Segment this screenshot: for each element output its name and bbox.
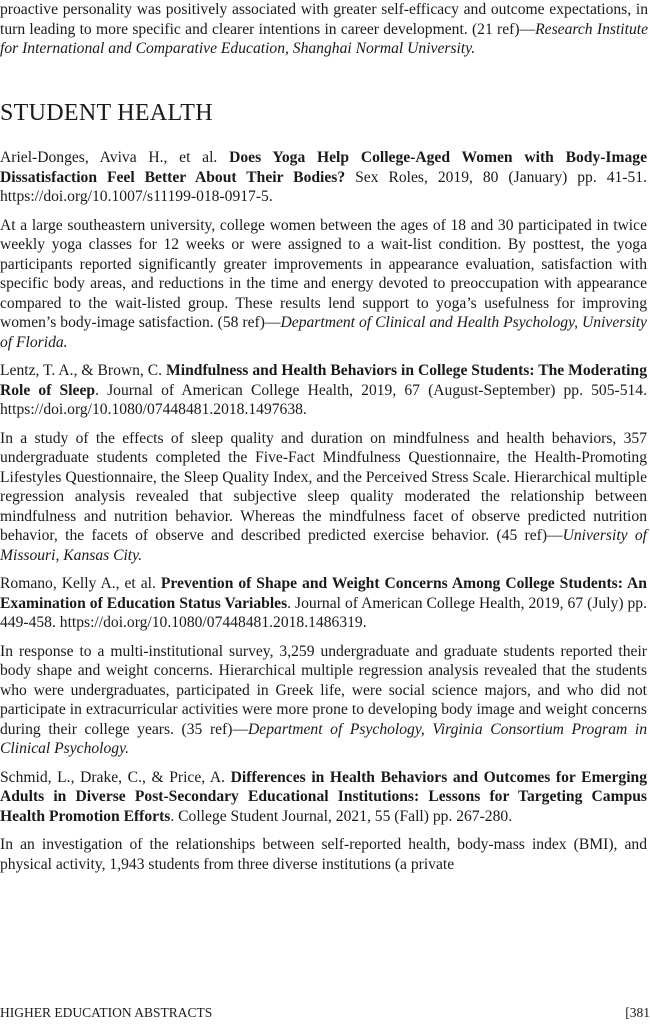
abstract-text: In response to a multi-institutional survey, 3,259 undergraduate and graduate students reported their body shape and weight concerns. Hierarchical multiple regression analysis revealed that the students who were undergraduates, participated in Greek life, were social science majors, and who did not participate in extracurricular activities were more prone to developing body image and weight concerns during their college years. (35 ref)— xyxy=(0,642,647,738)
entry xyxy=(0,361,648,565)
abstract-text: In a study of the effects of sleep quality and duration on mindfulness and health behaviors, 357 undergraduate students completed the Five-Fact Mindfulness Questionnaire, the Health-Promoting Lifestyles Questionnaire, the Sleep Quality Index, and the Perceived Stress Scale. Hierarchical multiple regression analysis revealed that subjective sleep quality moderated the relationship between mindfulness and nutrition behavior. Whereas the mindfulness facet of observe predicted nutrition behavior, the facets of observe and described predicted exercise behavior. (45 ref)— xyxy=(0,429,647,544)
page-footer xyxy=(0,1005,650,1021)
entry xyxy=(0,148,648,352)
article-title: Differences in Health Behaviors and Outcomes for Emerging Adults in Diverse Post-Secondary Educational Institutions: Lessons for Targeting Campus Health Promotion Efforts xyxy=(0,768,647,825)
authors: Schmid, L., Drake, C., & Price, A. xyxy=(0,768,226,786)
entry xyxy=(0,574,648,759)
source: . Journal of American College Health, 2019, 67 (July) pp. 449-458. https://doi.org/10.1080/07448481.2018.1486319. xyxy=(0,594,647,631)
authors: Ariel-Donges, Aviva H., et al. xyxy=(0,149,218,166)
affiliation: Department of Clinical and Health Psychology, University of Florida. xyxy=(0,314,647,351)
abstract xyxy=(0,429,648,566)
article-title: Mindfulness and Health Behaviors in College Students: The Moderating Role of Sleep xyxy=(0,362,647,399)
authors: Lentz, T. A., & Brown, C. xyxy=(0,362,163,379)
entry-list xyxy=(0,148,648,883)
page-number: [381 xyxy=(625,1005,650,1020)
citation xyxy=(0,768,648,827)
source: Sex Roles, 2019, 80 (January) pp. 41-51. https://doi.org/10.1007/s11199-018-0917-5. xyxy=(0,168,647,205)
intro-text: proactive personality was positively associated with greater self-efficacy and outcome expectations, in turn leading to more specific and clearer intentions in career development. (21 ref)— xyxy=(0,1,648,38)
running-title: HIGHER EDUCATION ABSTRACTS xyxy=(0,1005,213,1020)
citation xyxy=(0,361,648,420)
source: . Journal of American College Health, 2019, 67 (August-September) pp. 505-514. https://doi.org/10.1080/07448481.2018.1497638. xyxy=(0,381,647,418)
abstract-text: In an investigation of the relationships between self-reported health, body-mass index (BMI), and physical activity, 1,943 students from three diverse institutions (a private xyxy=(0,836,647,873)
citation xyxy=(0,148,648,207)
abstract xyxy=(0,216,648,353)
intro-affiliation: Research Institute for International and Comparative Education, Shanghai Normal University. xyxy=(0,20,648,57)
section-heading: STUDENT HEALTH xyxy=(0,100,213,126)
article-title: Prevention of Shape and Weight Concerns Among College Students: An Examination of Education Status Variables xyxy=(0,575,647,612)
abstract-text: At a large southeastern university, college women between the ages of 18 and 30 participated in twice weekly yoga classes for 12 weeks or were assigned to a wait-list condition. By posttest, the yoga participants reported significantly greater improvements in appearance evaluation, satisfaction with specific body areas, and reductions in the time and energy devoted to preoccupation with appearance compared to the wait-listed group. These results lend support to yoga’s usefulness for improving women’s body-image satisfaction. (58 ref)— xyxy=(0,216,647,331)
citation xyxy=(0,574,648,633)
entry xyxy=(0,768,648,875)
intro-paragraph xyxy=(0,0,649,59)
authors: Romano, Kelly A., et al. xyxy=(0,575,156,592)
source: . College Student Journal, 2021, 55 (Fall) pp. 267-280. xyxy=(170,807,513,825)
affiliation: Department of Psychology, Virginia Consortium Program in Clinical Psychology. xyxy=(0,720,648,757)
abstract xyxy=(0,642,648,759)
affiliation: University of Missouri, Kansas City. xyxy=(0,527,647,564)
abstract xyxy=(0,835,648,874)
article-title: Does Yoga Help College-Aged Women with Body-Image Dissatisfaction Feel Better About Their Bodies? xyxy=(0,149,648,186)
